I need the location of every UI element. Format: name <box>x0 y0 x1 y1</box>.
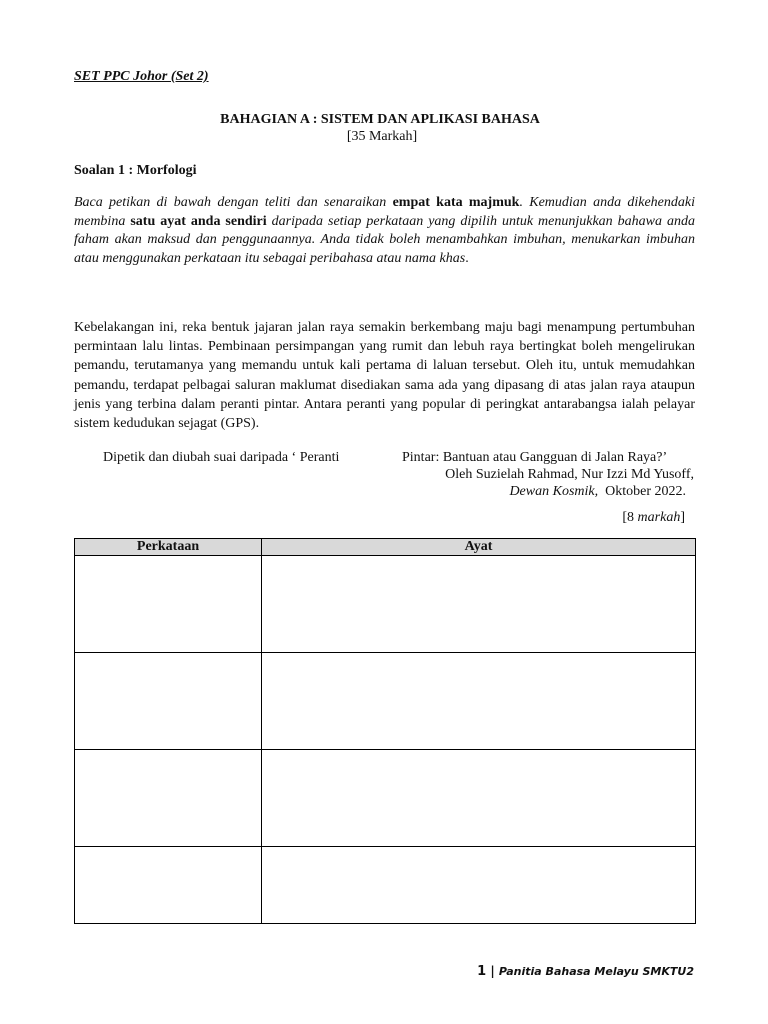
page-footer <box>477 964 694 979</box>
footer-text: Panitia Bahasa Melayu SMKTU2 <box>498 965 694 978</box>
instruction-text: . <box>465 250 469 266</box>
question-instruction <box>74 194 695 268</box>
reading-passage: Kebelakangan ini, reka bentuk jajaran jalan raya semakin berkembang maju bagi menampung pertumbuhan permintaan lalu lintas. Pembinaan persimpangan yang rumit dan lebuh raya bertingkat boleh mengelirukan pemandu, terutamanya yang memandu untuk kali pertama di laluan tersebut. Oleh itu, untuk memudahkan pemandu, terdapat pelbagai saluran maklumat disediakan sama ada yang dipasang di atas jalan raya ataupun jenis yang terbina dalam peranti pintar. Antara peranti yang popular di peringkat antarabangsa ialah pelayar sistem kedudukan sejagat (GPS). <box>74 320 695 432</box>
ayat-cell[interactable] <box>262 556 696 653</box>
marks-open: [8 <box>622 510 638 525</box>
instruction-text: daripada setiap perkataan yang dipilih untuk menunjukkan bahawa anda faham akan maksud dan penggunaannya. Anda tidak boleh menambahkan imbuhan, menukarkan imbuhan atau menggunakan perkataan itu sebagai peribahasa atau nama khas <box>74 213 696 266</box>
source-citation-left: Dipetik dan diubah suai daripada ‘ Peranti <box>103 450 340 465</box>
ayat-cell[interactable] <box>262 750 696 847</box>
perkataan-cell[interactable] <box>75 847 262 924</box>
perkataan-cell[interactable] <box>75 653 262 750</box>
page-number: 1 <box>477 964 487 979</box>
source-citation-right: Pintar: Bantuan atau Gangguan di Jalan Raya?’ <box>402 450 668 465</box>
table-row <box>75 653 696 750</box>
question-title: Soalan 1 : Morfologi <box>74 163 197 178</box>
instruction-text: . Kemudian anda dikehendaki membina <box>74 195 696 229</box>
ayat-cell[interactable] <box>262 653 696 750</box>
publication-name: Dewan Kosmik, <box>509 484 599 499</box>
table-row <box>75 750 696 847</box>
instruction-emphasis: empat kata majmuk <box>392 195 520 210</box>
footer-separator: | <box>486 964 499 978</box>
column-header-perkataan: Perkataan <box>75 539 262 556</box>
column-header-ayat: Ayat <box>262 539 696 556</box>
perkataan-cell[interactable] <box>75 556 262 653</box>
section-heading: BAHAGIAN A : SISTEM DAN APLIKASI BAHASA <box>220 112 540 127</box>
perkataan-cell[interactable] <box>75 750 262 847</box>
section-marks: [35 Markah] <box>346 129 418 144</box>
ayat-cell[interactable] <box>262 847 696 924</box>
instruction-text: Baca petikan di bawah dengan teliti dan senaraikan <box>74 195 393 210</box>
marks-close: ] <box>680 510 685 525</box>
table-header-row <box>75 539 696 556</box>
answer-table <box>74 538 696 924</box>
marks-word: markah <box>637 510 681 525</box>
question-marks <box>622 510 685 526</box>
source-publication <box>509 484 686 500</box>
table-row <box>75 847 696 924</box>
source-authors: Oleh Suzielah Rahmad, Nur Izzi Md Yusoff, <box>445 467 694 482</box>
instruction-emphasis: satu ayat anda sendiri <box>130 213 267 229</box>
table-row <box>75 556 696 653</box>
publication-date: Oktober 2022. <box>598 484 686 499</box>
set-title: SET PPC Johor (Set 2) <box>74 69 209 84</box>
